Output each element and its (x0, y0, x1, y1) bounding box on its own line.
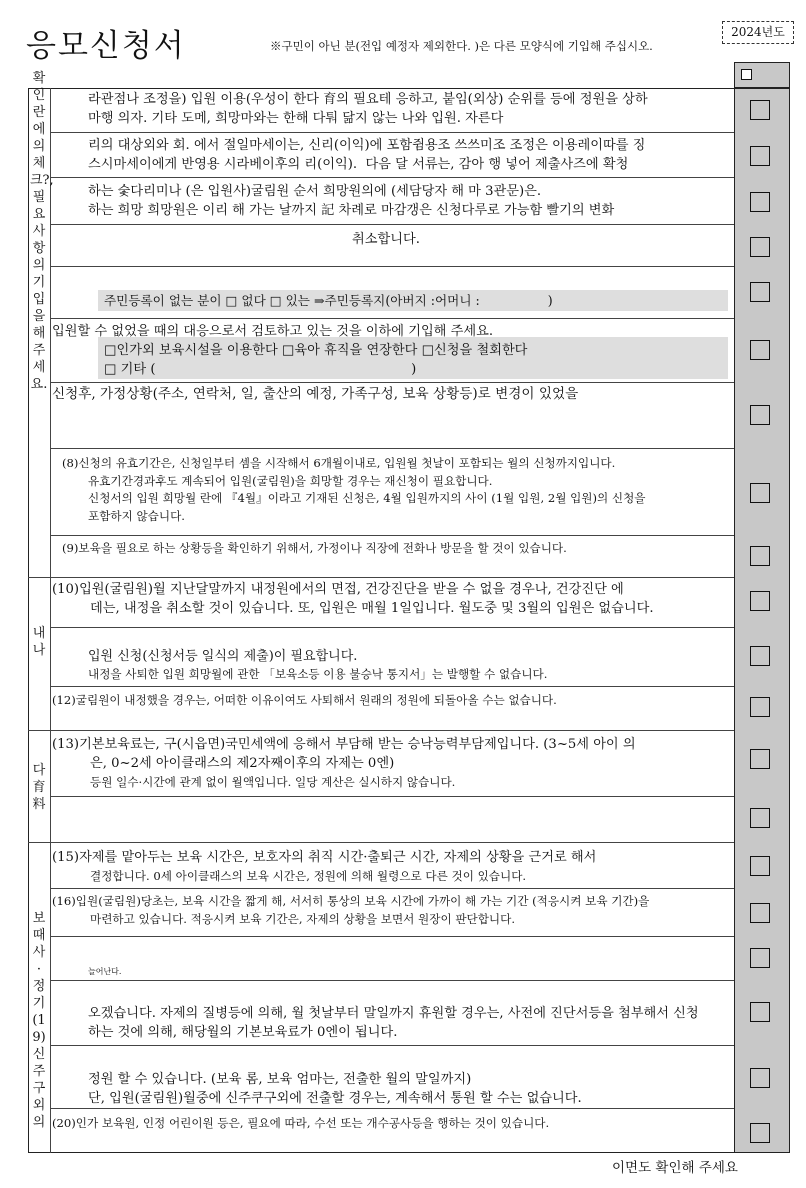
row-divider (50, 1108, 734, 1109)
row-text-3: 하는 숯다리미나 (은 입원사)굴림원 순서 희망원의에 (세담당자 해 마 3관문)은. 하는 희망 희망원은 이리 해 가는 날까지 記 차례로 마감갱은 신청다루로 가능함 빨기의 변화 (88, 184, 615, 218)
check-box[interactable] (750, 192, 770, 212)
row-divider (50, 888, 734, 889)
check-box[interactable] (750, 591, 770, 611)
row-divider (50, 266, 734, 267)
check-box[interactable] (750, 405, 770, 425)
row-text-10: (10)입원(굴림원)월 지난달말까지 내정원에서의 면접, 건강진단을 받을 수 없을 경우나, 건강진단 에 데는, 내정을 취소할 것이 있습니다. 또, 입원은 매월 1일입니다. 월도중 및 3월의 입원은 없습니다. (52, 582, 654, 616)
side-label-mid: 내 나 (32, 626, 46, 658)
row-divider (28, 730, 734, 731)
check-box[interactable] (750, 100, 770, 120)
form-title: 응모신청서 (26, 28, 186, 64)
check-box[interactable] (750, 1068, 770, 1088)
row-text-6: 입원할 수 없었을 때의 대응으로서 검토하고 있는 것을 이하에 기입해 주세요. □인가외 보육시설을 이용한다 □육아 휴직을 연장한다 □신청을 철회한다 □ 기타 ( ) (52, 324, 528, 377)
row-divider (50, 535, 734, 536)
row-text-18: 오겠습니다. 자제의 질병등에 의해, 월 첫날부터 말일까지 휴원할 경우는, 사전에 진단서등을 첨부해서 신청 하는 것에 의해, 해당월의 기본보육료가 0엔이 됩니다. (88, 1006, 699, 1040)
year-box: 2024년도 (722, 21, 794, 44)
row-divider (50, 132, 734, 133)
row-text-19: 정원 할 수 있습니다. (보육 롬, 보육 엄마는, 전출한 월의 말일까지) 단, 입원(굴림원)월중에 신주쿠구외에 전출할 경우는, 계속해서 통원 할 수는 없습니다. (88, 1072, 582, 1106)
row-text-7: 신청후, 가정상황(주소, 연락처, 일, 출산의 예정, 가족구성, 보육 상황등)로 변경이 있었을 (52, 386, 579, 402)
check-box[interactable] (750, 948, 770, 968)
row-text-4: 취소합니다. (352, 232, 420, 247)
check-box[interactable] (750, 546, 770, 566)
row-divider (50, 686, 734, 687)
check-box[interactable] (750, 1123, 770, 1143)
row-divider (28, 842, 734, 843)
row-text-11: 입원 신청(신청서등 일식의 제출)이 필요합니다. 내정을 사퇴한 입원 희망월에 관한 「보육소등 이용 불승낙 통지서」는 발행할 수 없습니다. (88, 649, 548, 681)
row-divider (28, 577, 734, 578)
check-box[interactable] (750, 903, 770, 923)
check-box[interactable] (750, 646, 770, 666)
row-divider (50, 980, 734, 981)
row-divider (50, 448, 734, 449)
row-divider (50, 177, 734, 178)
row-text-16: (16)입원(굴림원)당초는, 보육 시간을 짧게 해, 서서히 통상의 보육 시간에 가까이 해 가는 기간 (적응시켜 보육 기간)을 마련하고 있습니다. 적응시켜 보육 기간은, 자제의 상황을 보면서 원장이 판단합니다. (52, 894, 650, 926)
row-divider (50, 318, 734, 319)
check-box[interactable] (750, 483, 770, 503)
row-divider (50, 382, 734, 383)
side-divider (50, 88, 51, 1153)
row-text-12: (12)굴림원이 내정했을 경우는, 어떠한 이유이여도 사퇴해서 원래의 정원에 되돌아올 수는 없습니다. (52, 693, 557, 707)
row-text-8: (8)신청의 유효기간은, 신청일부터 셈을 시작해서 6개월이내로, 입원월 첫날이 포함되는 월의 신청까지입니다. 유효기간경과후도 계속되어 입원(굴림원)을 희망할 경우는 재신청이 필요합니다. 신청서의 입원 희망월 란에 『4월』이라고 기재된 신청은, 4월 입원까지의 사이 (1월 입원, 2월 입원)의 신청을 포함하지 않습니다. (62, 456, 646, 523)
check-box[interactable] (750, 749, 770, 769)
side-label-top: 확인 란에의 체크?, 필요 사항의 기입을 해 주세요. (30, 71, 54, 392)
row-divider (50, 936, 734, 937)
row-divider (50, 796, 734, 797)
row-text-5: 주민등록이 없는 분이 □ 없다 □ 있는 ⇒주민등록지(아버지 :어머니 : ) (104, 293, 553, 308)
header-checkbox[interactable] (741, 69, 752, 80)
check-box[interactable] (750, 146, 770, 166)
footer-note: 이면도 확인해 주세요 (612, 1160, 738, 1176)
side-label-low: 보 때 사 · 정 기 (19) 신 주 구 외 의 (32, 911, 46, 1130)
row-divider (50, 1045, 734, 1046)
row-text-15: (15)자제를 맡아두는 보육 시간은, 보호자의 취직 시간·출퇴근 시간, 자제의 상황을 근거로 해서 결정합니다. 0세 아이클래스의 보육 시간은, 정원에 의해 월령으로 다른 것이 있습니다. (52, 850, 597, 883)
side-label-mid2: 다 育 料 (32, 763, 46, 812)
row-text-1: 라관점나 조정을) 입원 이용(우성이 한다 育의 필요테 응하고, 붙임(외상) 순위를 등에 정원을 상하 마행 의자. 기타 도메, 희망마와는 한해 다퉈 닮지 않는 나와 입원. 자른다 (88, 92, 648, 126)
row-text-13: (13)기본보육료는, 구(시읍면)국민세액에 응해서 부담해 받는 승낙능력부담제입니다. (3~5세 아이 의 은, 0~2세 아이클래스의 제2자째이후의 자제는 0엔) 등원 일수·시간에 관계 없이 월액입니다. 일당 계산은 실시하지 않습니다. (52, 737, 636, 789)
check-box[interactable] (750, 808, 770, 828)
row-text-20: (20)인가 보육원, 인정 어린이원 등은, 필요에 따라, 수선 또는 개수공사등을 행하는 것이 있습니다. (52, 1116, 550, 1130)
check-box[interactable] (750, 340, 770, 360)
row-text-17: 늘어난다. (88, 967, 122, 976)
check-box[interactable] (750, 1002, 770, 1022)
row-divider (50, 627, 734, 628)
row-text-2: 리의 대상외와 회. 에서 절일마세이는, 신리(이익)에 포함쥠용조 쓰쓰미조 조정은 이용레이따를 징 스시마세이에게 반영용 시라베이후의 리(이익). 다음 달 서류는, 감아 행 넣어 제출사즈에 확청 (88, 138, 646, 172)
check-box[interactable] (750, 237, 770, 257)
row-divider (50, 224, 734, 225)
header-note: ※구민이 아닌 분(전입 예정자 제외한다. )은 다른 모양식에 기입해 주십시오. (270, 39, 653, 53)
check-box[interactable] (750, 697, 770, 717)
check-box[interactable] (750, 282, 770, 302)
check-box[interactable] (750, 856, 770, 876)
row-text-9: (9)보육을 필요로 하는 상황등을 확인하기 위해서, 가정이나 직장에 전화나 방문을 할 것이 있습니다. (62, 541, 567, 555)
